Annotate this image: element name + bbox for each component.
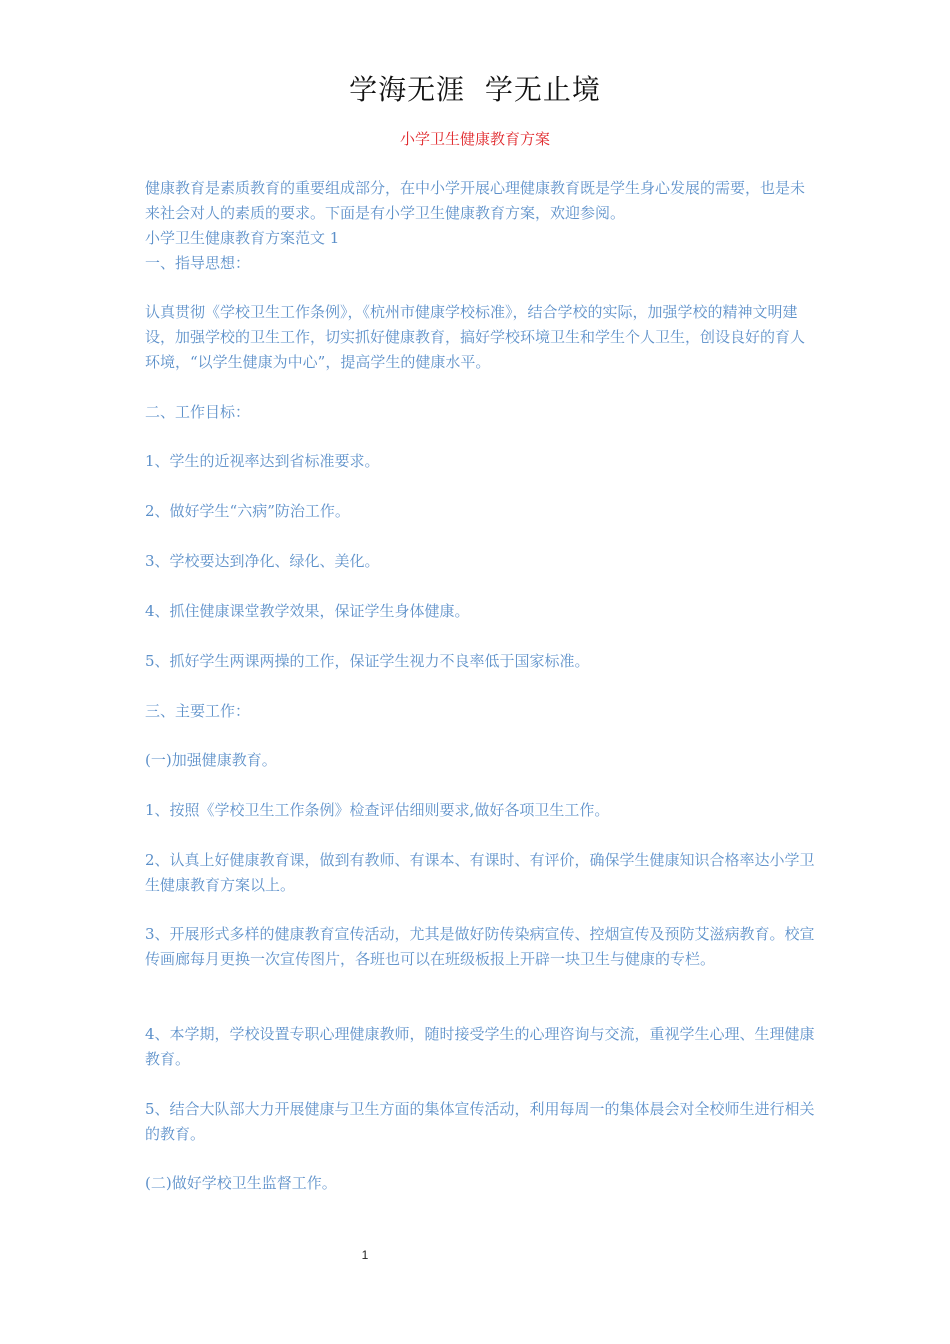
section-heading: 小学卫生健康教育方案范文 1: [145, 229, 340, 247]
list-item: 1、按照《学校卫生工作条例》检查评估细则要求,做好各项卫生工作。: [145, 801, 610, 819]
list-item: 4、抓住健康课堂教学效果，保证学生身体健康。: [145, 602, 470, 620]
header-title: 学海无涯 学无止境: [349, 73, 601, 106]
document-title: 小学卫生健康教育方案: [399, 130, 550, 148]
list-item: 3、学校要达到净化、绿化、美化。: [145, 552, 380, 570]
list-item: 5、结合大队部大力开展健康与卫生方面的集体宣传活动，利用每周一的集体晨会对全校师生进行相关的教育。: [145, 1100, 815, 1143]
list-item: 4、本学期，学校设置专职心理健康教师，随时接受学生的心理咨询与交流，重视学生心理、生理健康教育。: [145, 1025, 815, 1068]
list-item: 2、做好学生“六病”防治工作。: [145, 502, 350, 520]
subsection-heading: (二)做好学校卫生监督工作。: [145, 1174, 337, 1192]
list-item: 1、学生的近视率达到省标准要求。: [145, 452, 380, 470]
page-number: 1: [361, 1248, 369, 1262]
section-heading: 二、工作目标：: [145, 403, 251, 421]
subsection-heading: (一)加强健康教育。: [145, 751, 277, 769]
section-heading: 一、指导思想：: [145, 254, 251, 272]
list-item: 3、开展形式多样的健康教育宣传活动，尤其是做好防传染病宣传、控烟宣传及预防艾滋病教育。校宣传画廊每月更换一次宣传图片，各班也可以在班级板报上开辟一块卫生与健康的专栏。: [145, 925, 815, 968]
intro-paragraph: 健康教育是素质教育的重要组成部分，在中小学开展心理健康教育既是学生身心发展的需要，也是未来社会对人的素质的要求。下面是有小学卫生健康教育方案，欢迎参阅。: [145, 179, 806, 222]
list-item: 2、认真上好健康教育课，做到有教师、有课本、有课时、有评价，确保学生健康知识合格率达小学卫生健康教育方案以上。: [145, 851, 815, 894]
list-item: 5、抓好学生两课两操的工作，保证学生视力不良率低于国家标准。: [145, 652, 590, 670]
section-heading: 三、主要工作：: [145, 702, 251, 720]
paragraph: 认真贯彻《学校卫生工作条例》，《杭州市健康学校标准》，结合学校的实际，加强学校的精神文明建设，加强学校的卫生工作，切实抓好健康教育，搞好学校环境卫生和学生个人卫生，创设良好的育人环境，“以学生健康为中心”，提高学生的健康水平。: [145, 303, 806, 371]
